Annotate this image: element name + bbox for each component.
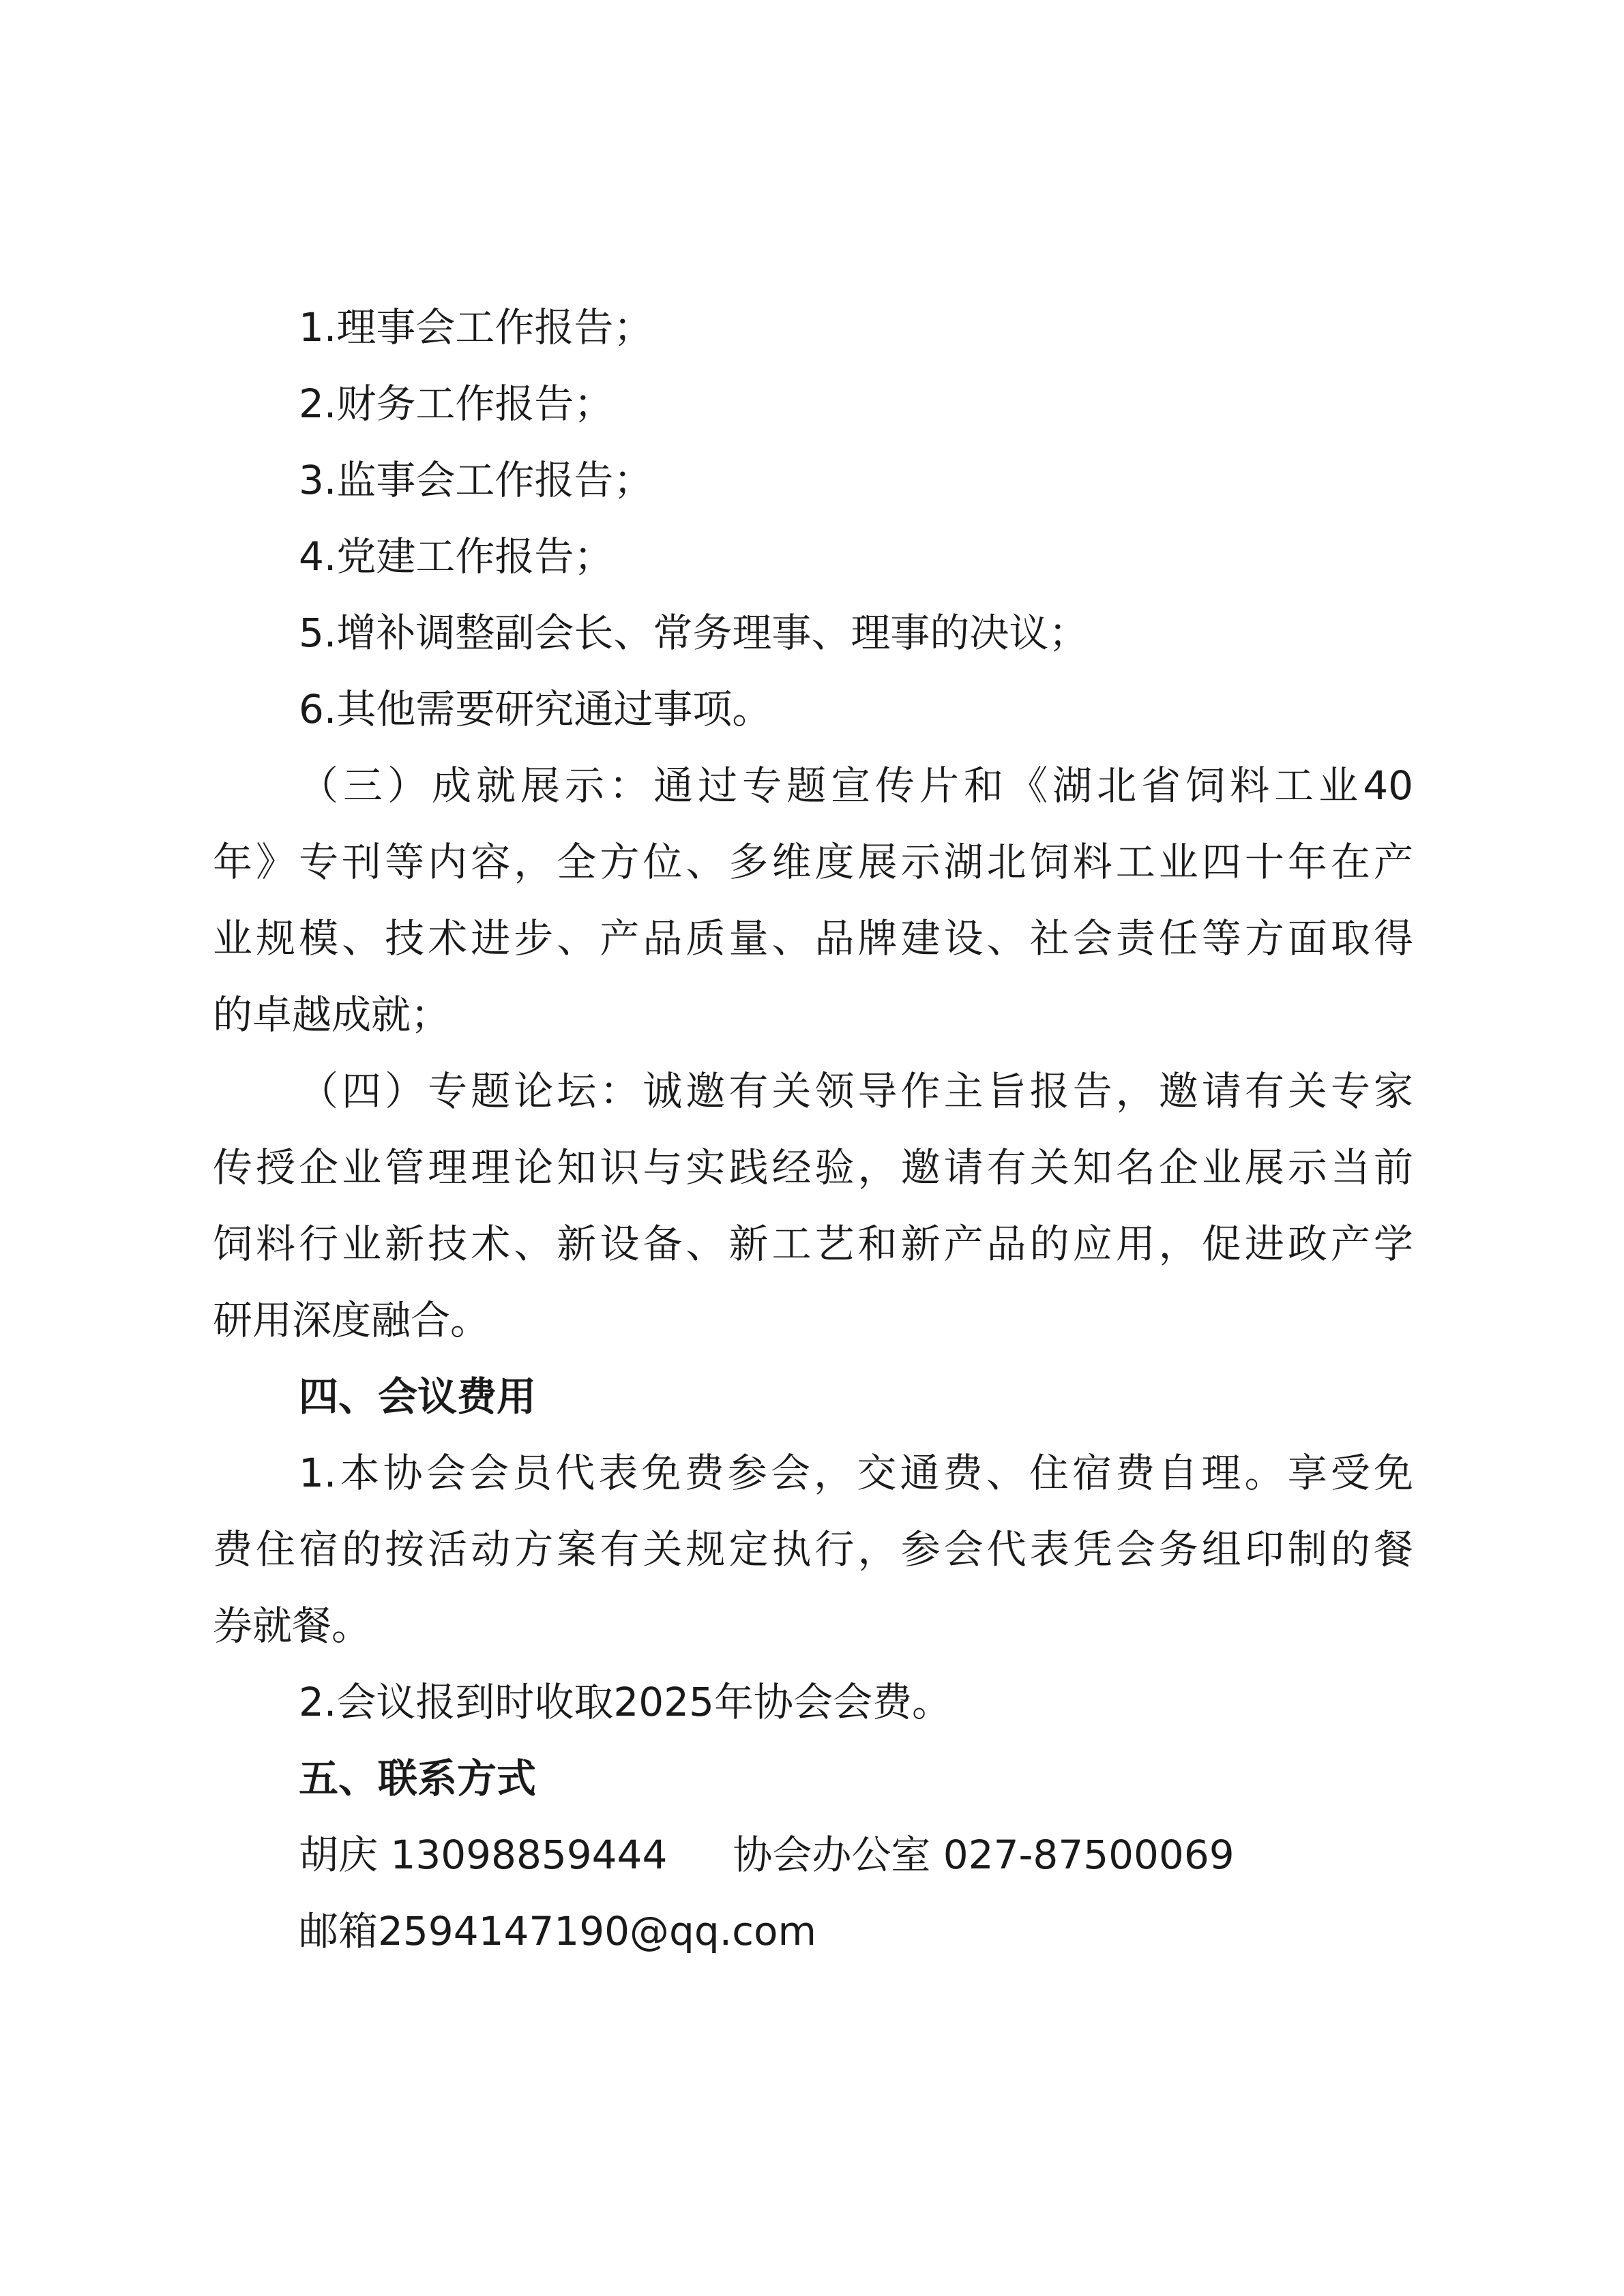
section4-line-4: 研用深度融合。 bbox=[213, 1297, 490, 1343]
section4-line-2: 传授企业管理理论知识与实践经验，邀请有关知名企业展示当前 bbox=[213, 1144, 1413, 1191]
fees-item1-line-2: 费住宿的按活动方案有关规定执行，参会代表凭会务组印制的餐 bbox=[213, 1526, 1413, 1572]
agenda-item-4: 4.党建工作报告； bbox=[299, 533, 614, 580]
agenda-item-2: 2.财务工作报告； bbox=[299, 381, 614, 427]
fees-heading: 四、会议费用 bbox=[299, 1373, 537, 1420]
fees-item1-line-1: 1.本协会会员代表免费参会，交通费、住宿费自理。享受免 bbox=[299, 1450, 1413, 1496]
contact-office: 协会办公室 027-87500069 bbox=[733, 1832, 1235, 1878]
section3-line-4: 的卓越成就； bbox=[213, 992, 451, 1038]
section3-line-1: （三）成就展示：通过专题宣传片和《湖北省饲料工业40 bbox=[299, 762, 1413, 809]
contact-person: 胡庆 13098859444 bbox=[299, 1832, 668, 1878]
section4-line-3: 饲料行业新技术、新设备、新工艺和新产品的应用，促进政产学 bbox=[213, 1221, 1413, 1267]
contact-heading: 五、联系方式 bbox=[299, 1755, 537, 1802]
agenda-item-5: 5.增补调整副会长、常务理事、理事的决议； bbox=[299, 610, 1089, 656]
agenda-item-6: 6.其他需要研究通过事项。 bbox=[299, 686, 772, 732]
agenda-item-3: 3.监事会工作报告； bbox=[299, 457, 653, 503]
contact-line bbox=[299, 1828, 1235, 1882]
agenda-item-1: 1.理事会工作报告； bbox=[299, 304, 653, 351]
fees-item1-line-3: 券就餐。 bbox=[213, 1602, 372, 1649]
section3-line-2: 年》专刊等内容，全方位、多维度展示湖北饲料工业四十年在产 bbox=[213, 839, 1413, 885]
contact-email: 邮箱2594147190@qq.com bbox=[299, 1908, 816, 1954]
fees-item2: 2.会议报到时收取2025年协会会费。 bbox=[299, 1679, 951, 1725]
section3-line-3: 业规模、技术进步、产品质量、品牌建设、社会责任等方面取得 bbox=[213, 915, 1413, 961]
section4-line-1: （四）专题论坛：诚邀有关领导作主旨报告，邀请有关专家 bbox=[299, 1068, 1413, 1114]
